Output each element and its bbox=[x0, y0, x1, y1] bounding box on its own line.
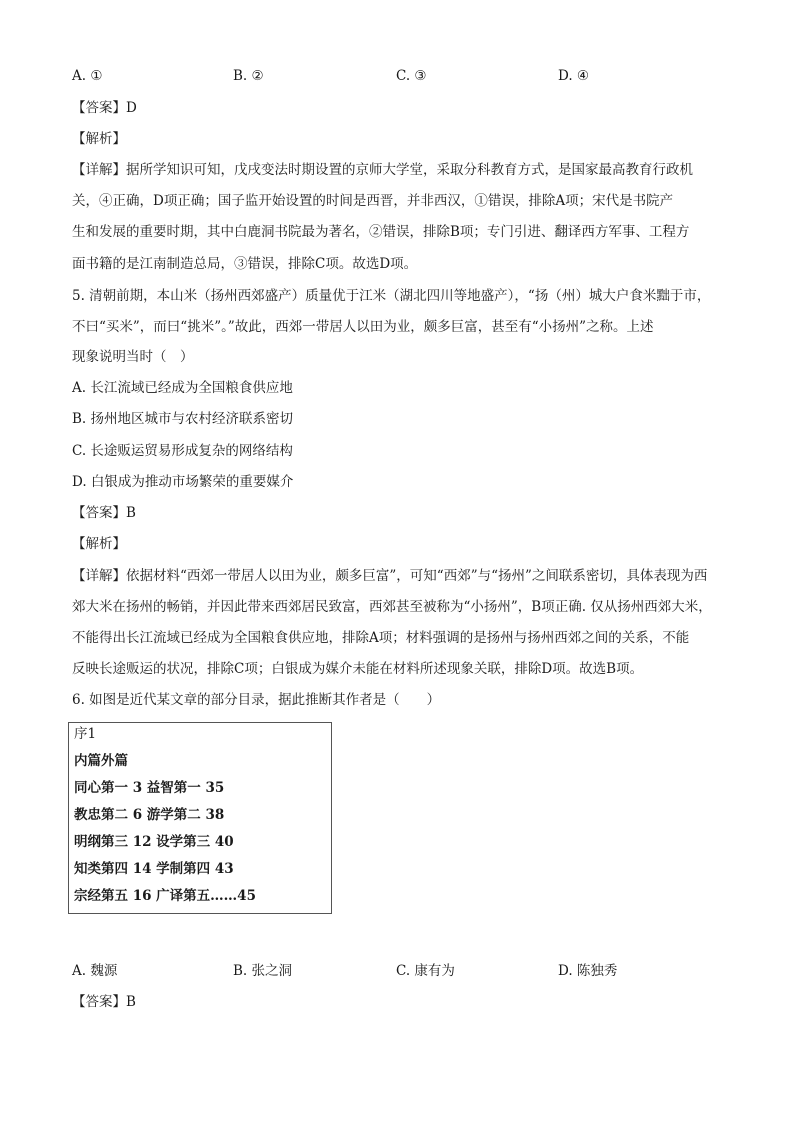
toc-line-5: 宗经第五 16 广译第五……45 bbox=[74, 888, 256, 904]
q5-option-d: D. 白银成为推动市场繁荣的重要媒介 bbox=[72, 474, 294, 490]
q5-detail-line-3: 不能得出长江流域已经成为全国粮食供应地，排除A项；材料强调的是扬州与扬州西郊之间的关系，不能 bbox=[72, 630, 690, 646]
q5-detail-line-2: 郊大米在扬州的畅销，并因此带来西郊居民致富，西郊甚至被称为“小扬州”，B项正确. 仅从扬州西郊大米， bbox=[72, 599, 712, 615]
q4-option-d: D. ④ bbox=[558, 68, 590, 84]
q4-detail-line-3: 生和发展的重要时期，其中白鹿洞书院最为著名，②错误，排除B项；专门引进、翻译西方军事、工程方 bbox=[72, 224, 690, 240]
answer-value: D bbox=[126, 100, 137, 116]
toc-line-1: 同心第一 3 益智第一 35 bbox=[74, 780, 225, 796]
q6-option-d: D. 陈独秀 bbox=[558, 963, 618, 979]
answer-value: B bbox=[126, 994, 136, 1010]
toc-line-3: 明纲第三 12 设学第三 40 bbox=[74, 834, 234, 850]
toc-line-4: 知类第四 14 学制第四 43 bbox=[74, 861, 234, 877]
q6-stem: 6. 如图是近代某文章的部分目录，据此推断其作者是（ ） bbox=[72, 692, 441, 708]
q6-option-c: C. 康有为 bbox=[396, 963, 455, 979]
q4-detail-line-2: 关，④正确，D项正确；国子监开始设置的时间是西晋，并非西汉，①错误，排除A项；宋代是书院产 bbox=[72, 193, 674, 209]
q5-option-b: B. 扬州地区城市与农村经济联系密切 bbox=[72, 411, 294, 427]
q4-detail-line-4: 面书籍的是江南制造总局，③错误，排除C项。故选D项。 bbox=[72, 256, 418, 272]
q4-detail-line-1: 【详解】据所学知识可知，戊戌变法时期设置的京师大学堂，采取分科教育方式，是国家最高教育行政机 bbox=[72, 162, 693, 178]
q6-option-a: A. 魏源 bbox=[72, 963, 118, 979]
q5-analysis-tag: 【解析】 bbox=[72, 536, 126, 552]
q4-option-a: A. ① bbox=[72, 68, 103, 84]
q5-detail-line-1: 【详解】依据材料“西郊一带居人以田为业，颇多巨富”，可知“西郊”与“扬州”之间联系密切，具体表现为西 bbox=[72, 568, 708, 584]
q5-option-c: C. 长途贩运贸易形成复杂的网络结构 bbox=[72, 443, 293, 459]
q6-option-b: B. 张之洞 bbox=[233, 963, 293, 979]
q5-detail-line-4: 反映长途贩运的状况，排除C项；白银成为媒介未能在材料所述现象关联，排除D项。故选B项。 bbox=[72, 661, 644, 677]
toc-line-2: 教忠第二 6 游学第二 38 bbox=[74, 807, 225, 823]
q6-answer bbox=[72, 992, 136, 1012]
table-of-contents-box bbox=[68, 722, 332, 914]
q4-analysis-tag: 【解析】 bbox=[72, 131, 126, 147]
q5-stem-line-3: 现象说明当时（ ） bbox=[72, 349, 194, 365]
q5-option-a: A. 长江流域已经成为全国粮食供应地 bbox=[72, 380, 293, 396]
answer-value: B bbox=[126, 505, 136, 521]
q5-stem-line-2: 不曰“买米”，而曰“挑米”。”故此，西郊一带居人以田为业，颇多巨富，甚至有“小扬州”之称。上述 bbox=[72, 319, 654, 335]
toc-line-preface: 序1 bbox=[74, 726, 97, 742]
q5-answer bbox=[72, 503, 136, 523]
q4-option-b: B. ② bbox=[233, 68, 264, 84]
answer-tag: 【答案】 bbox=[72, 994, 126, 1010]
toc-line-sections: 内篇外篇 bbox=[74, 753, 128, 769]
q4-answer bbox=[72, 98, 137, 118]
q4-option-c: C. ③ bbox=[396, 68, 427, 84]
answer-tag: 【答案】 bbox=[72, 505, 126, 521]
q5-stem-line-1: 5. 清朝前期，本山米（扬州西郊盛产）质量优于江米（湖北四川等地盛产），“扬（州）城大户食米黜于市， bbox=[72, 288, 711, 304]
answer-tag: 【答案】 bbox=[72, 100, 126, 116]
